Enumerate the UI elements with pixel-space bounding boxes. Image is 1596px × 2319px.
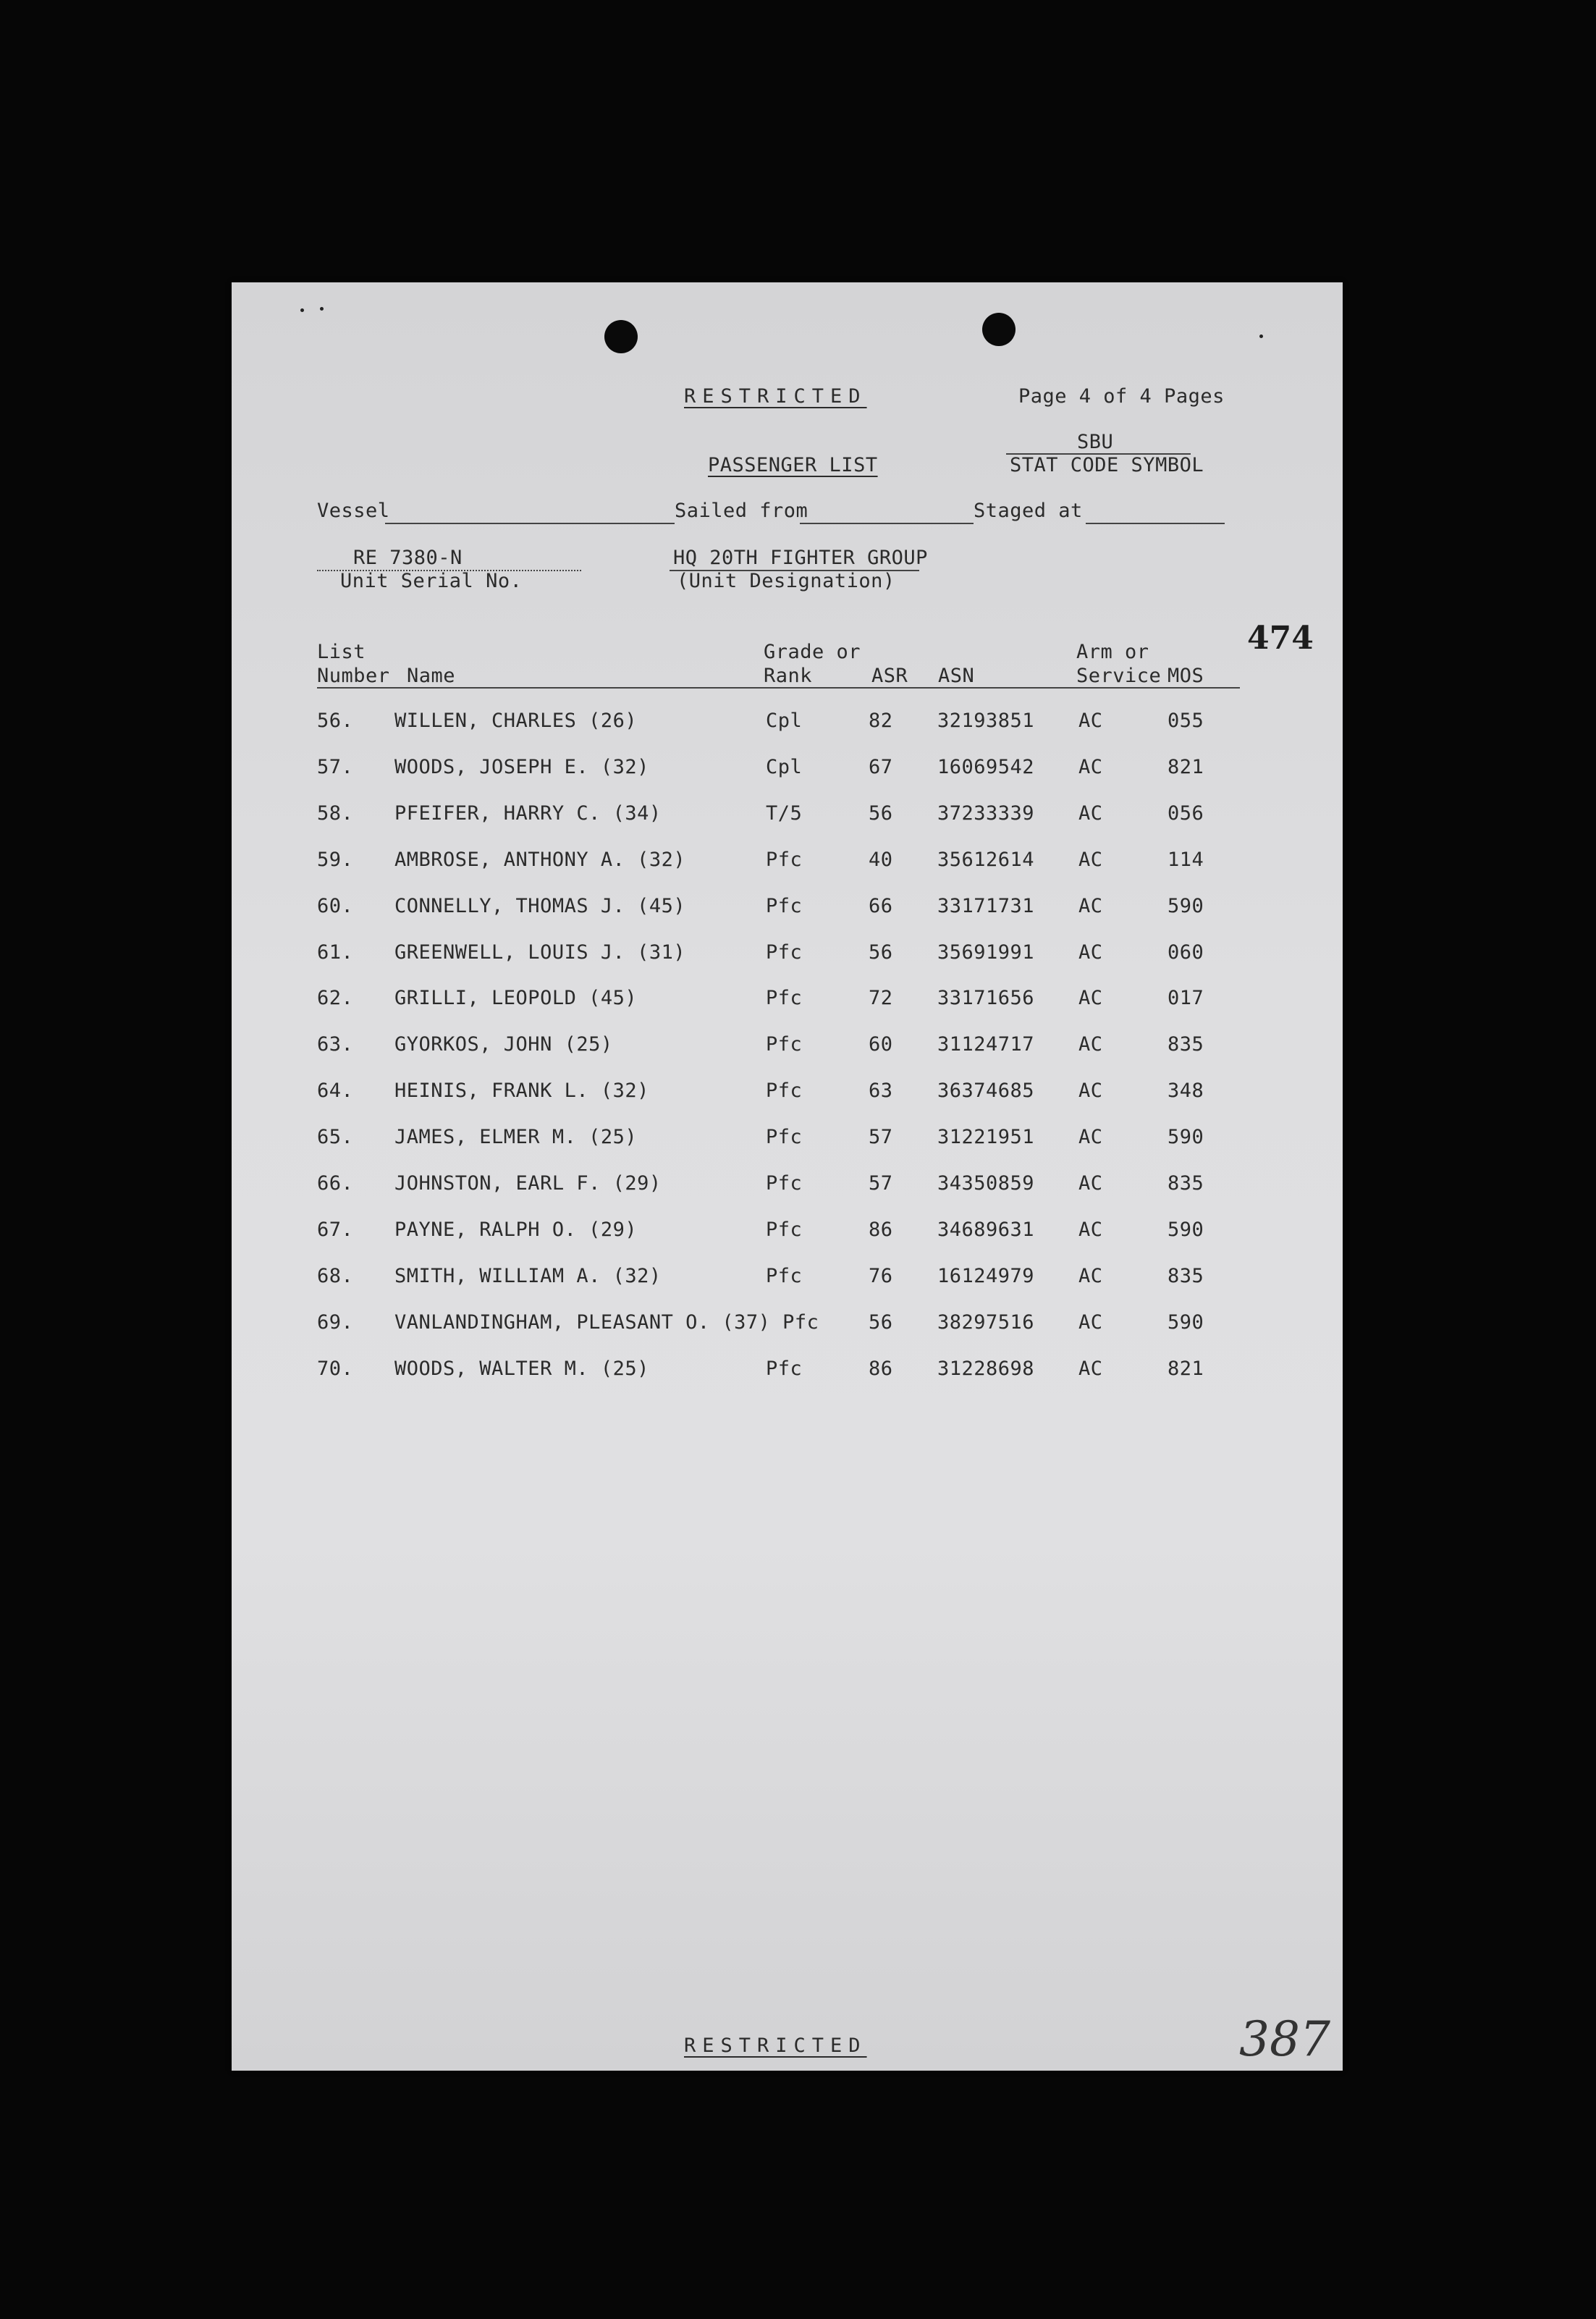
row-asr: 56: [869, 801, 893, 825]
row-rank: Pfc: [766, 1264, 803, 1287]
row-number: 70.: [317, 1357, 354, 1380]
row-rank: Cpl: [766, 755, 803, 778]
row-asr: 86: [869, 1357, 893, 1380]
header-list-number-1: List: [317, 641, 366, 663]
row-asr: 67: [869, 755, 893, 778]
row-number: 62.: [317, 987, 354, 1010]
table-row: [232, 849, 1343, 877]
header-rule: [317, 687, 1240, 689]
header-name: Name: [407, 665, 456, 687]
row-name: PAYNE, RALPH O. (29): [394, 1218, 638, 1241]
row-rank: Pfc: [766, 987, 803, 1010]
row-asr: 56: [869, 940, 893, 964]
row-mos: 590: [1168, 1218, 1204, 1241]
sailed-from-field: [800, 523, 974, 524]
row-arm: AC: [1078, 1310, 1103, 1334]
stat-code-label: STAT CODE SYMBOL: [1010, 454, 1204, 476]
row-number: 65.: [317, 1126, 354, 1149]
stat-code: SBU: [1077, 431, 1114, 453]
document-title: PASSENGER LIST: [708, 454, 878, 476]
table-row: [232, 1033, 1343, 1062]
row-number: 66.: [317, 1172, 354, 1195]
classification-top: RESTRICTED: [684, 385, 867, 408]
row-number: 56.: [317, 710, 354, 732]
row-asn: 33171731: [937, 894, 1035, 917]
speck: [320, 307, 324, 311]
row-mos: 590: [1168, 1126, 1204, 1149]
row-name: VANLANDINGHAM, PLEASANT O. (37) Pfc: [394, 1310, 819, 1334]
row-asn: 33171656: [937, 987, 1035, 1010]
vessel-field: [385, 523, 675, 524]
row-rank: Pfc: [766, 1357, 803, 1380]
row-asn: 35691991: [937, 940, 1035, 964]
table-row: [232, 710, 1343, 738]
row-rank: Pfc: [766, 1033, 803, 1056]
row-arm: AC: [1078, 1264, 1103, 1287]
row-asr: 86: [869, 1218, 893, 1241]
row-arm: AC: [1078, 848, 1103, 871]
table-row: [232, 1079, 1343, 1108]
row-name: AMBROSE, ANTHONY A. (32): [394, 848, 686, 871]
header-list-number-2: Number: [317, 665, 390, 687]
document-page: [232, 282, 1343, 2071]
row-name: GYORKOS, JOHN (25): [394, 1033, 613, 1056]
row-name: PFEIFER, HARRY C. (34): [394, 801, 662, 825]
punch-hole-right: [982, 313, 1016, 346]
row-mos: 821: [1168, 755, 1204, 778]
row-mos: 056: [1168, 801, 1204, 825]
row-arm: AC: [1078, 1126, 1103, 1149]
row-asn: 36374685: [937, 1079, 1035, 1103]
row-asn: 32193851: [937, 710, 1035, 732]
header-asn: ASN: [938, 665, 975, 687]
row-asr: 63: [869, 1079, 893, 1103]
row-mos: 348: [1168, 1079, 1204, 1103]
row-name: GRILLI, LEOPOLD (45): [394, 987, 638, 1010]
row-name: WOODS, WALTER M. (25): [394, 1357, 649, 1380]
row-rank: Cpl: [766, 710, 803, 732]
header-arm-2: Service: [1076, 665, 1162, 687]
row-mos: 590: [1168, 1310, 1204, 1334]
row-arm: AC: [1078, 710, 1103, 732]
row-arm: AC: [1078, 755, 1103, 778]
punch-hole-left: [604, 320, 638, 353]
row-arm: AC: [1078, 1033, 1103, 1056]
staged-at-label: Staged at: [974, 500, 1083, 522]
row-mos: 835: [1168, 1172, 1204, 1195]
row-asr: 60: [869, 1033, 893, 1056]
row-asn: 31124717: [937, 1033, 1035, 1056]
row-arm: AC: [1078, 940, 1103, 964]
speck: [1259, 334, 1263, 338]
row-asr: 66: [869, 894, 893, 917]
row-name: CONNELLY, THOMAS J. (45): [394, 894, 686, 917]
row-asr: 82: [869, 710, 893, 732]
row-number: 64.: [317, 1079, 354, 1103]
table-row: [232, 802, 1343, 831]
row-number: 59.: [317, 848, 354, 871]
table-row: [232, 1265, 1343, 1294]
sailed-from-label: Sailed from: [675, 500, 808, 522]
row-mos: 017: [1168, 987, 1204, 1010]
row-rank: Pfc: [766, 940, 803, 964]
row-number: 61.: [317, 940, 354, 964]
row-name: WOODS, JOSEPH E. (32): [394, 755, 649, 778]
table-row: [232, 1126, 1343, 1155]
header-arm-1: Arm or: [1076, 641, 1149, 663]
header-asr: ASR: [871, 665, 908, 687]
row-asr: 57: [869, 1172, 893, 1195]
row-name: HEINIS, FRANK L. (32): [394, 1079, 649, 1103]
row-asn: 31228698: [937, 1357, 1035, 1380]
row-rank: Pfc: [766, 848, 803, 871]
table-row: [232, 987, 1343, 1016]
row-rank: Pfc: [766, 1172, 803, 1195]
row-number: 69.: [317, 1310, 354, 1334]
row-asn: 37233339: [937, 801, 1035, 825]
row-name: GREENWELL, LOUIS J. (31): [394, 940, 686, 964]
row-number: 57.: [317, 755, 354, 778]
row-number: 63.: [317, 1033, 354, 1056]
row-mos: 114: [1168, 848, 1204, 871]
unit-serial-label: Unit Serial No.: [340, 570, 523, 592]
row-arm: AC: [1078, 1079, 1103, 1103]
row-arm: AC: [1078, 1357, 1103, 1380]
table-row: [232, 1311, 1343, 1340]
table-row: [232, 1172, 1343, 1201]
vessel-label: Vessel: [317, 500, 390, 522]
row-asn: 16124979: [937, 1264, 1035, 1287]
unit-designation: HQ 20TH FIGHTER GROUP: [673, 547, 928, 569]
classification-bottom: RESTRICTED: [684, 2034, 867, 2057]
row-asn: 34350859: [937, 1172, 1035, 1195]
header-mos: MOS: [1168, 665, 1204, 687]
row-name: SMITH, WILLIAM A. (32): [394, 1264, 662, 1287]
stamp-number: 474: [1247, 620, 1314, 657]
handwritten-number: 387: [1239, 2011, 1330, 2067]
row-asn: 31221951: [937, 1126, 1035, 1149]
header-grade-1: Grade or: [764, 641, 861, 663]
row-rank: T/5: [766, 801, 803, 825]
row-asr: 76: [869, 1264, 893, 1287]
row-asn: 35612614: [937, 848, 1035, 871]
row-rank: Pfc: [766, 1218, 803, 1241]
row-mos: 590: [1168, 894, 1204, 917]
row-number: 68.: [317, 1264, 354, 1287]
row-name: JAMES, ELMER M. (25): [394, 1126, 638, 1149]
row-number: 60.: [317, 894, 354, 917]
row-asn: 16069542: [937, 755, 1035, 778]
table-row: [232, 756, 1343, 785]
row-mos: 835: [1168, 1264, 1204, 1287]
row-asr: 57: [869, 1126, 893, 1149]
row-arm: AC: [1078, 894, 1103, 917]
row-mos: 835: [1168, 1033, 1204, 1056]
row-rank: Pfc: [766, 1079, 803, 1103]
row-asr: 56: [869, 1310, 893, 1334]
table-row: [232, 1219, 1343, 1247]
row-arm: AC: [1078, 801, 1103, 825]
row-name: JOHNSTON, EARL F. (29): [394, 1172, 662, 1195]
row-mos: 055: [1168, 710, 1204, 732]
row-mos: 060: [1168, 940, 1204, 964]
row-asn: 38297516: [937, 1310, 1035, 1334]
row-asr: 40: [869, 848, 893, 871]
unit-designation-label: (Unit Designation): [677, 570, 895, 592]
row-arm: AC: [1078, 1218, 1103, 1241]
row-asn: 34689631: [937, 1218, 1035, 1241]
staged-at-field: [1086, 523, 1225, 524]
table-row: [232, 941, 1343, 970]
row-asr: 72: [869, 987, 893, 1010]
row-number: 67.: [317, 1218, 354, 1241]
row-number: 58.: [317, 801, 354, 825]
row-arm: AC: [1078, 1172, 1103, 1195]
row-rank: Pfc: [766, 894, 803, 917]
table-row: [232, 1358, 1343, 1386]
header-grade-2: Rank: [764, 665, 813, 687]
unit-serial: RE 7380-N: [353, 547, 463, 569]
row-mos: 821: [1168, 1357, 1204, 1380]
speck: [300, 308, 304, 312]
row-arm: AC: [1078, 987, 1103, 1010]
page-indicator: Page 4 of 4 Pages: [1018, 385, 1225, 408]
row-name: WILLEN, CHARLES (26): [394, 710, 638, 732]
table-row: [232, 895, 1343, 924]
row-rank: Pfc: [766, 1126, 803, 1149]
